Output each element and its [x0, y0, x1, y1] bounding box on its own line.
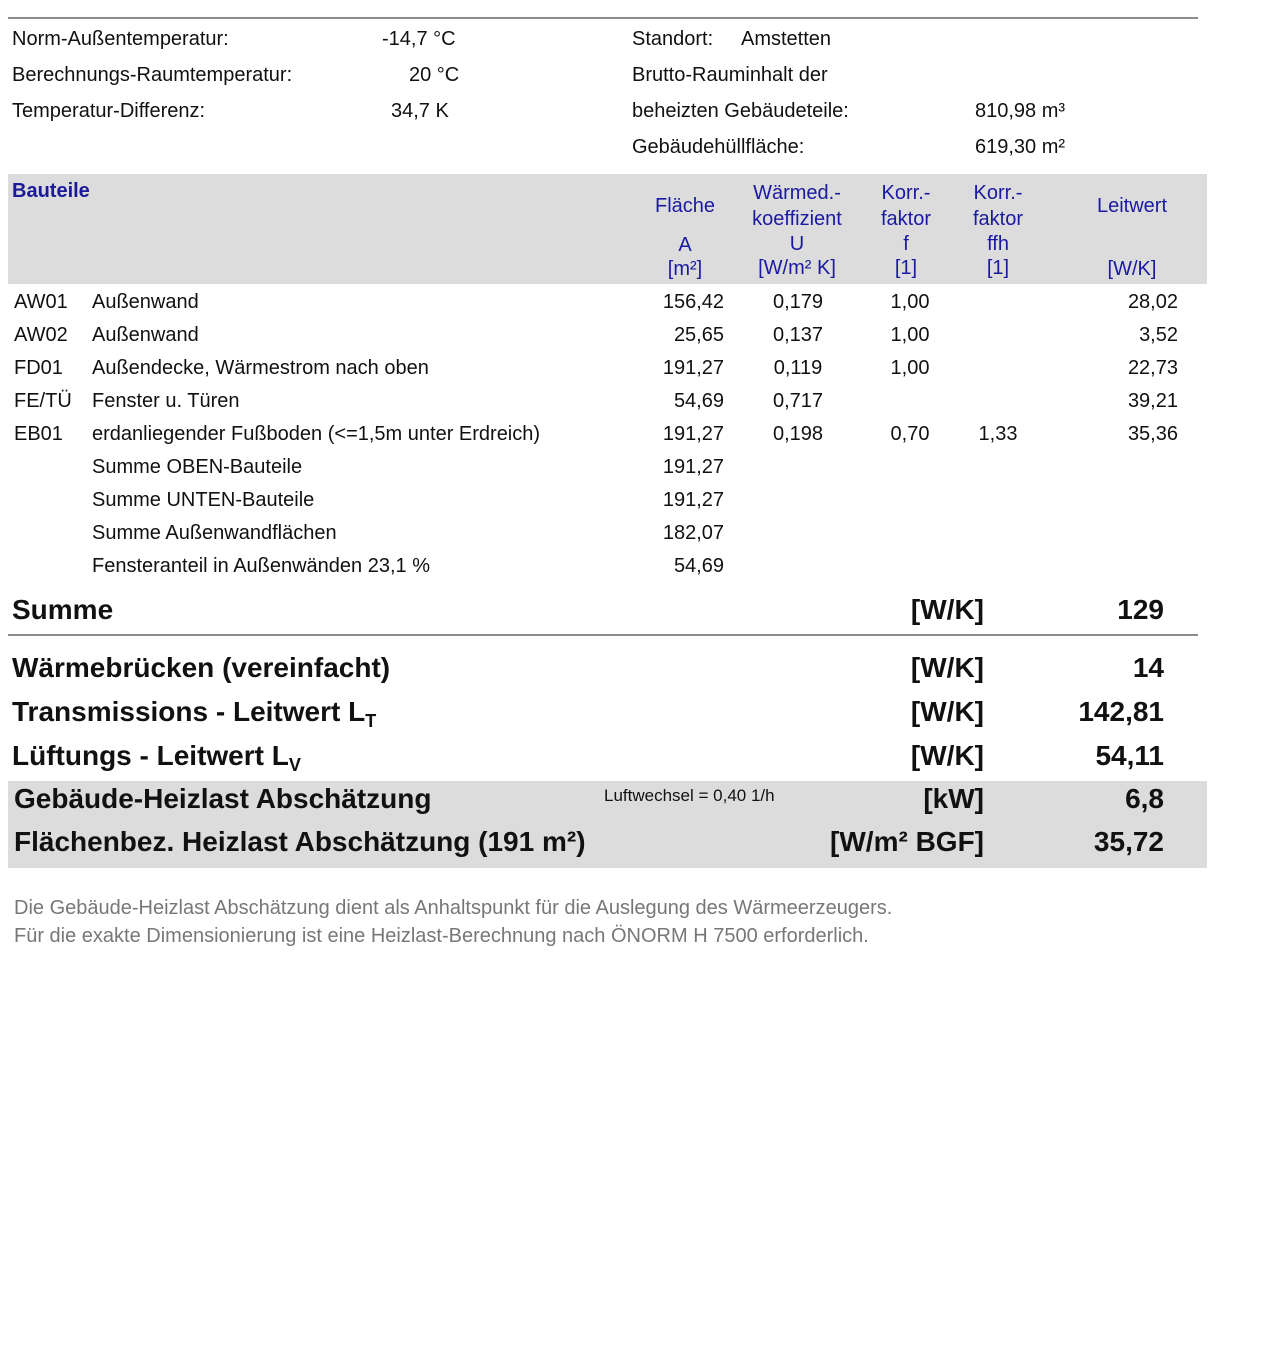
row-f-factor: 0,70: [890, 423, 930, 445]
flaechen-heizlast-label: Flächenbez. Heizlast Abschätzung (191 m²): [14, 826, 586, 857]
col-flaeche-title: Fläche: [654, 195, 716, 217]
brutto-value: 810,98 m³: [975, 100, 1066, 122]
col-flaeche-sym: A: [678, 234, 692, 256]
row-code: FE/TÜ: [14, 390, 72, 412]
row-leitwert: 35,36: [1127, 423, 1178, 445]
flaechen-heizlast-value: 35,72: [1093, 826, 1164, 857]
row-f-factor: 1,00: [890, 357, 930, 379]
col-korr-ffh-title-1: Korr.-: [973, 182, 1023, 204]
col-flaeche: [640, 193, 730, 281]
col-korr-f-unit: [1]: [894, 257, 918, 279]
col-waermed-title-2: koeffizient: [752, 208, 842, 230]
row-ffh-factor: 1,33: [978, 423, 1018, 445]
bauteile-heading: Bauteile: [12, 180, 90, 202]
row-u-value: 0,198: [772, 423, 824, 445]
row-leitwert: 3,52: [1139, 324, 1178, 346]
lueftung-unit: [W/K]: [910, 740, 984, 771]
transmission-subscript: T: [365, 711, 377, 731]
norm-aussentemp-label: Norm-Außentemperatur:: [12, 28, 229, 50]
row-area: 156,42: [662, 291, 724, 313]
lueftung-label-text: Lüftungs - Leitwert L: [12, 740, 289, 771]
col-korr-ffh-title-2: faktor: [972, 208, 1024, 230]
col-korr-f-sym: f: [903, 233, 909, 255]
row-name: Summe OBEN-Bauteile: [92, 456, 303, 478]
transmission-label-text: Transmissions - Leitwert L: [12, 696, 366, 727]
lueftung-subscript: V: [288, 755, 301, 775]
raumtemp-value: 20 °C: [409, 64, 460, 86]
brutto-label-1: Brutto-Rauminhalt der: [632, 64, 828, 86]
row-u-value: 0,137: [772, 324, 824, 346]
summe-divider: [8, 634, 1198, 636]
col-waermed: [737, 180, 857, 280]
col-korr-ffh: [958, 180, 1038, 280]
row-code: AW01: [14, 291, 68, 313]
col-korr-f: [866, 180, 946, 280]
col-korr-f-title-2: faktor: [880, 208, 932, 230]
col-waermed-unit: [W/m² K]: [758, 257, 836, 279]
row-area: 54,69: [673, 390, 724, 412]
row-leitwert: 28,02: [1127, 291, 1178, 313]
row-f-factor: 1,00: [890, 291, 930, 313]
row-name: Außenwand: [92, 324, 199, 346]
waermebruecken-label: Wärmebrücken (vereinfacht): [12, 652, 391, 683]
row-name: Fensteranteil in Außenwänden 23,1 %: [92, 555, 430, 577]
row-leitwert: 39,21: [1127, 390, 1178, 412]
footnote-line-2: Für die exakte Dimensionierung ist eine Heizlast-Berechnung nach ÖNORM H 7500 erforderlich.: [14, 925, 869, 947]
row-area: 54,69: [673, 555, 724, 577]
lueftung-value: 54,11: [1095, 740, 1164, 771]
heizlast-unit: [kW]: [923, 783, 984, 814]
row-code: FD01: [14, 357, 63, 379]
row-area: 191,27: [662, 489, 724, 511]
row-code: AW02: [14, 324, 68, 346]
transmission-label: [12, 696, 376, 732]
col-flaeche-unit: [m²]: [667, 258, 703, 280]
norm-aussentemp-value: -14,7 °C: [382, 28, 456, 50]
huelle-value: 619,30 m²: [975, 136, 1066, 158]
row-area: 25,65: [673, 324, 724, 346]
summe-value: 129: [1117, 594, 1164, 625]
row-name: Außenwand: [92, 291, 199, 313]
row-name: Außendecke, Wärmestrom nach oben: [92, 357, 429, 379]
transmission-unit: [W/K]: [910, 696, 984, 727]
waermebruecken-value: 14: [1132, 652, 1164, 683]
row-area: 191,27: [662, 357, 724, 379]
col-leitwert-unit: [W/K]: [1107, 258, 1157, 280]
summe-label: Summe: [12, 594, 114, 625]
temp-diff-label: Temperatur-Differenz:: [12, 100, 206, 122]
summe-unit: [W/K]: [910, 594, 984, 625]
lueftung-label: [12, 740, 301, 776]
top-divider: [8, 17, 1198, 19]
waermebruecken-unit: [W/K]: [910, 652, 984, 683]
col-korr-ffh-sym: ffh: [987, 233, 1009, 255]
row-area: 191,27: [662, 456, 724, 478]
flaechen-heizlast-unit: [W/m² BGF]: [830, 826, 984, 857]
col-leitwert-title: Leitwert: [1096, 195, 1168, 217]
row-u-value: 0,119: [773, 357, 823, 379]
row-name: Summe UNTEN-Bauteile: [92, 489, 315, 511]
heizlast-value: 6,8: [1125, 783, 1164, 814]
row-name: erdanliegender Fußboden (<=1,5m unter Erdreich): [92, 423, 541, 445]
heizlast-label: Gebäude-Heizlast Abschätzung: [14, 783, 432, 814]
col-waermed-title-1: Wärmed.-: [753, 182, 841, 204]
row-name: Fenster u. Türen: [92, 390, 240, 412]
row-name: Summe Außenwandflächen: [92, 522, 337, 544]
standort-value: Amstetten: [741, 28, 832, 50]
luftwechsel-note: Luftwechsel = 0,40 1/h: [604, 786, 775, 805]
temp-diff-value: 34,7 K: [391, 100, 449, 122]
row-u-value: 0,179: [772, 291, 824, 313]
col-korr-f-title-1: Korr.-: [881, 182, 931, 204]
brutto-label-2: beheizten Gebäudeteile:: [632, 100, 849, 122]
row-area: 182,07: [662, 522, 724, 544]
row-u-value: 0,717: [772, 390, 824, 412]
huelle-label: Gebäudehüllfläche:: [632, 136, 805, 158]
row-code: EB01: [14, 423, 63, 445]
row-leitwert: 22,73: [1127, 357, 1178, 379]
standort-label: Standort:: [632, 28, 714, 50]
row-area: 191,27: [662, 423, 724, 445]
col-leitwert: [1080, 193, 1184, 281]
footnote-line-1: Die Gebäude-Heizlast Abschätzung dient als Anhaltspunkt für die Auslegung des Wärmeerzeugers.: [14, 897, 893, 919]
col-waermed-sym: U: [789, 233, 805, 255]
raumtemp-label: Berechnungs-Raumtemperatur:: [12, 64, 293, 86]
col-korr-ffh-unit: [1]: [986, 257, 1010, 279]
row-f-factor: 1,00: [890, 324, 930, 346]
transmission-value: 142,81: [1078, 696, 1164, 727]
